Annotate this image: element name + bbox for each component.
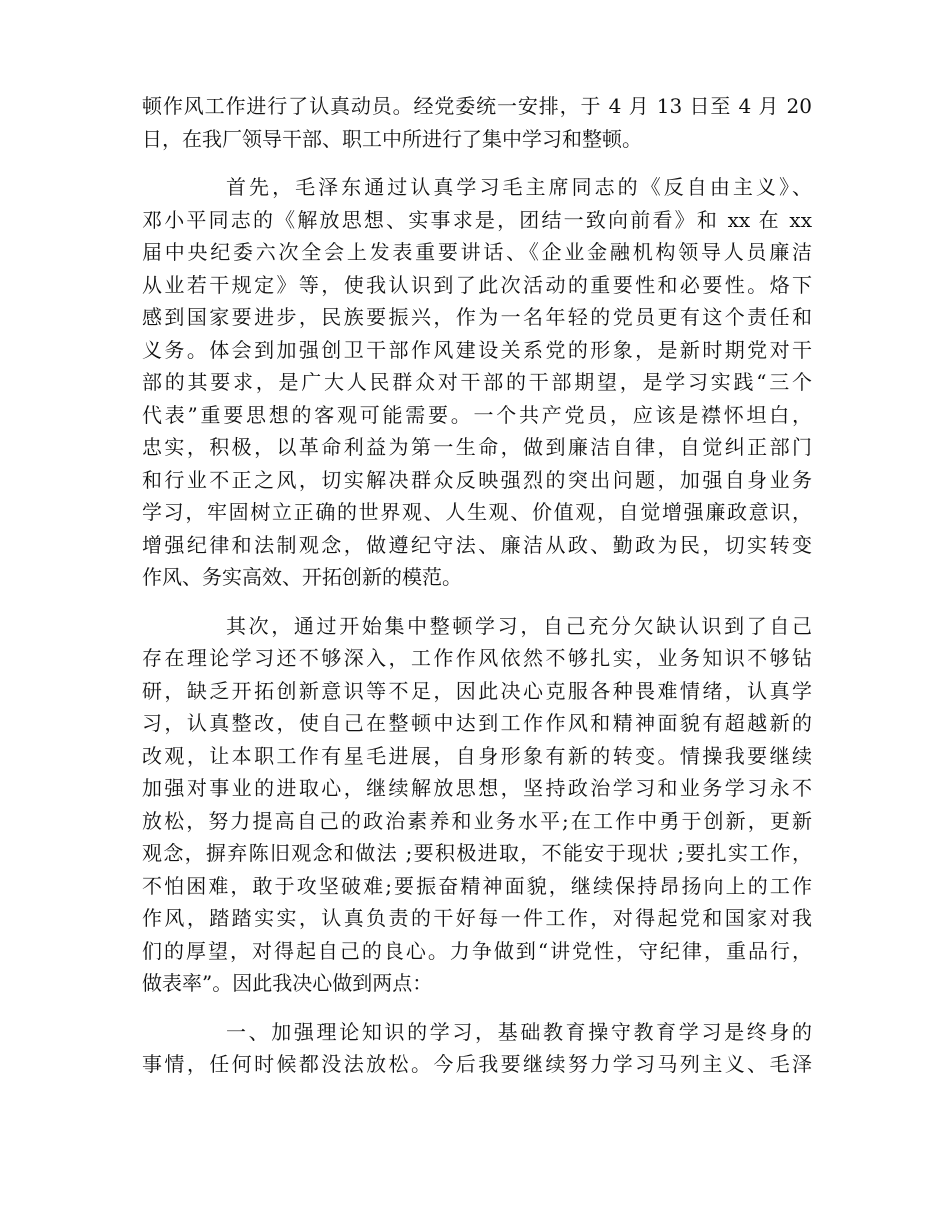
paragraph-third	[142, 1016, 812, 1081]
text-line: 改观，让本职工作有星毛进展，自身形象有新的转变。情操我要继续	[142, 743, 812, 768]
text-line: 忠实，积极，以革命利益为第一生命，做到廉洁自律，自觉纠正部门	[142, 435, 812, 459]
text-line: 增强纪律和法制观念，做遵纪守法、廉洁从政、勤政为民，切实转变	[142, 532, 812, 557]
text-line: 研，缺乏开拓创新意识等不足，因此决心克服各种畏难情绪，认真学	[142, 678, 812, 703]
text-line: 习，认真整改，使自己在整顿中达到工作作风和精神面貌有超越新的	[142, 711, 812, 735]
text-line: 加强对事业的进取心，继续解放思想，坚持政治学习和业务学习永不	[142, 776, 812, 800]
text-line: 放松，努力提高自己的政治素养和业务水平;在工作中勇于创新，更新	[142, 808, 812, 833]
text-line: 从业若干规定》等，使我认识到了此次活动的重要性和必要性。烙下	[142, 272, 812, 297]
text-line: 首先，毛泽东通过认真学习毛主席同志的《反自由主义》、	[226, 175, 812, 199]
text-line: 其次，通过开始集中整顿学习，自己充分欠缺认识到了自己	[226, 613, 812, 638]
text-line: 做表率”。因此我决心做到两点：	[142, 971, 433, 995]
text-line: 顿作风工作进行了认真动员。经党委统一安排，于 4 月 13 日至 4 月 20	[142, 94, 812, 118]
text-line: 作风，踏踏实实，认真负责的干好每一件工作，对得起党和国家对我	[142, 906, 812, 930]
text-line: 代表”重要思想的客观可能需要。一个共产党员，应该是襟怀坦白，	[142, 402, 812, 427]
text-line: 义务。体会到加强创卫干部作风建设关系党的形象，是新时期党对干	[142, 337, 812, 362]
text-line: 届中央纪委六次全会上发表重要讲话、《企业金融机构领导人员廉洁	[142, 240, 812, 264]
text-line: 感到国家要进步，民族要振兴，作为一名年轻的党员更有这个责任和	[142, 305, 812, 329]
text-line: 观念，摒弃陈旧观念和做法 ;要积极进取，不能安于现状 ;要扎实工作，	[142, 841, 812, 865]
text-line: 学习，牢固树立正确的世界观、人生观、价值观，自觉增强廉政意识，	[142, 500, 812, 524]
text-line: 存在理论学习还不够深入，工作作风依然不够扎实，业务知识不够钻	[142, 646, 812, 670]
paragraph-second	[142, 610, 812, 1000]
text-line: 们的厚望，对得起自己的良心。力争做到“讲党性，守纪律，重品行，	[142, 938, 812, 963]
text-line: 不怕困难，敢于攻坚破难;要振奋精神面貌，继续保持昂扬向上的工作	[142, 873, 812, 898]
text-line: 作风、务实高效、开拓创新的模范。	[142, 565, 462, 589]
text-line: 事情，任何时候都没法放松。今后我要继续努力学习马列主义、毛泽	[142, 1052, 812, 1076]
document-body	[142, 90, 812, 1097]
paragraph-first	[142, 171, 812, 594]
text-line: 和行业不正之风，切实解决群众反映强烈的突出问题，加强自身业务	[142, 467, 812, 492]
text-line: 邓小平同志的《解放思想、实事求是，团结一致向前看》和 xx 在 xx	[142, 207, 812, 232]
text-line: 一、加强理论知识的学习，基础教育操守教育学习是终身的	[226, 1019, 812, 1044]
text-line: 部的其要求，是广大人民群众对干部的干部期望，是学习实践“三个	[142, 370, 812, 394]
paragraph-intro	[142, 90, 812, 155]
text-line: 日，在我厂领导干部、职工中所进行了集中学习和整顿。	[142, 126, 642, 151]
